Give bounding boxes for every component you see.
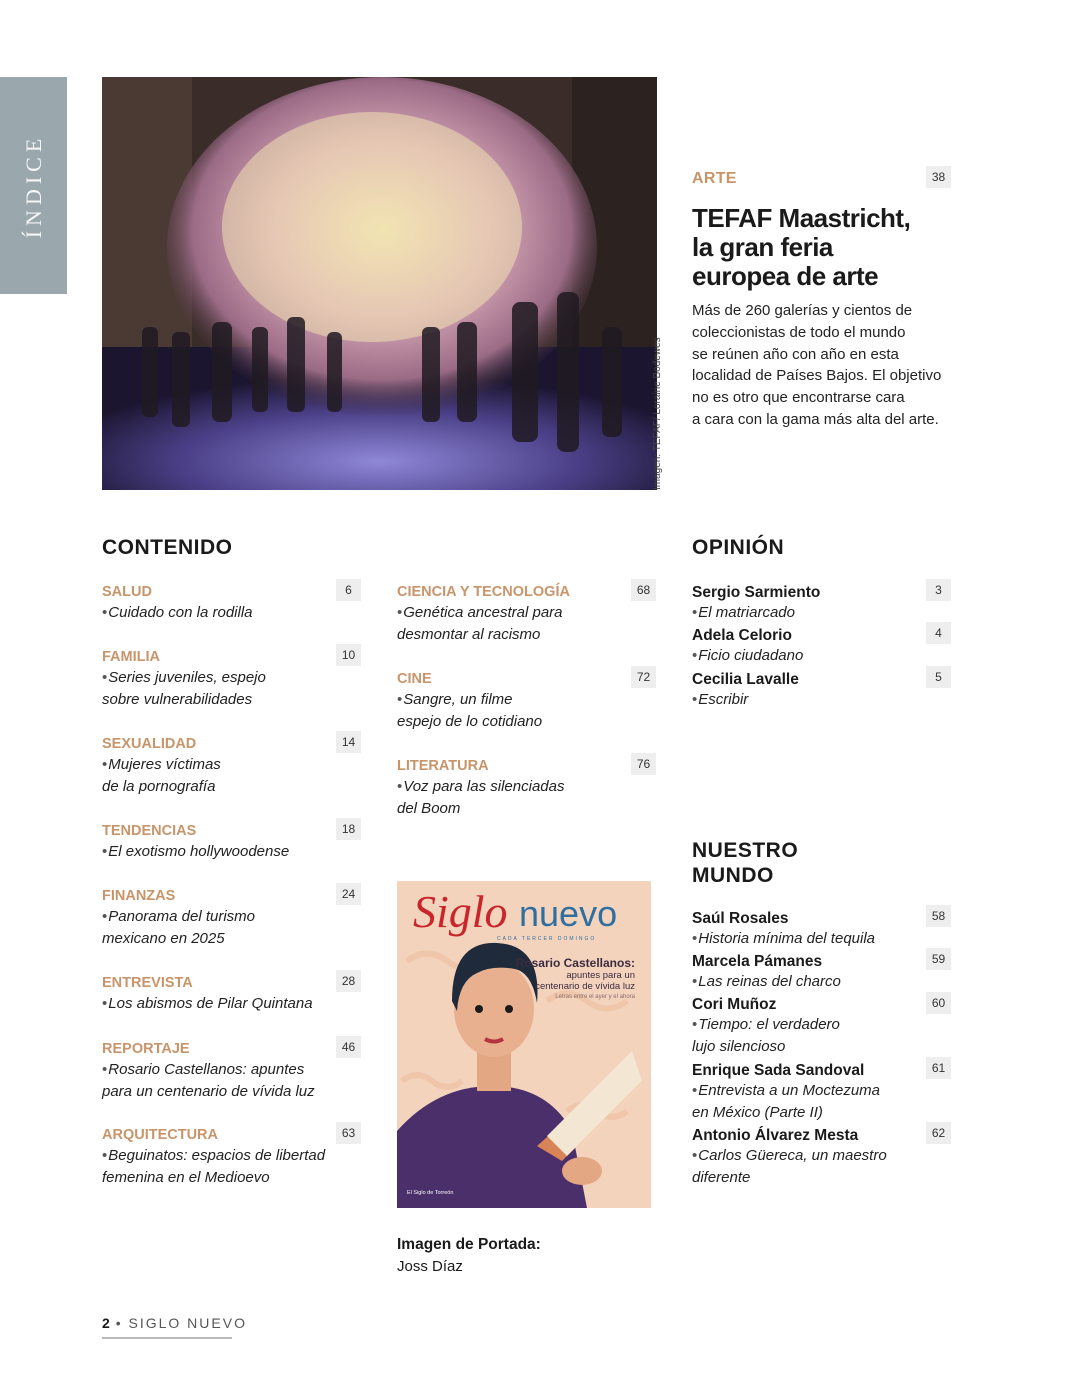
heading-line: MUNDO [692, 864, 774, 887]
column-title: lujo silencioso [692, 1038, 786, 1055]
toc-description: de la pornografía [102, 778, 216, 795]
toc-page-number: 10 [336, 644, 361, 666]
cover-logo-script: Siglo [413, 886, 508, 937]
toc-category: SALUD [102, 584, 152, 600]
toc-entry-tendencias[interactable]: TENDENCIAS •El exotismo hollywoodense [102, 823, 290, 860]
cover-credit-name: Joss Díaz [397, 1258, 463, 1275]
toc-entry-arquitectura[interactable]: ARQUITECTURA •Beguinatos: espacios de libertad femenina en el Medioevo [102, 1127, 325, 1189]
toc-entry-literatura[interactable]: LITERATURA •Voz para las silenciadas del Boom [397, 758, 564, 820]
feature-summary-line: localidad de Países Bajos. El objetivo [692, 367, 942, 385]
toc-description: para un centenario de vívida luz [102, 1083, 315, 1100]
flower-installation-illustration [102, 77, 657, 490]
feature-title[interactable] [692, 204, 952, 291]
column-title: en México (Parte II) [692, 1104, 823, 1121]
author-name: Saúl Rosales [692, 910, 789, 927]
magazine-cover[interactable] [397, 881, 651, 1208]
toc-page-number: 76 [631, 753, 656, 775]
page-footer [102, 1315, 247, 1331]
author-name: Sergio Sarmiento [692, 584, 821, 601]
cover-tagline: CADA TERCER DOMINGO [497, 936, 597, 942]
toc-description: Rosario Castellanos: apuntes [108, 1061, 305, 1078]
toc-category: FAMILIA [102, 649, 160, 665]
footer-rule [102, 1337, 232, 1339]
opinion-heading: OPINIÓN [692, 536, 785, 559]
toc-page-number: 14 [336, 731, 361, 753]
toc-description: Sangre, un filme [403, 691, 513, 708]
toc-page-number: 46 [336, 1036, 361, 1058]
toc-description: femenina en el Medioevo [102, 1169, 270, 1186]
opinion-entry[interactable]: Sergio Sarmiento •El matriarcado [692, 584, 821, 621]
toc-description: Cuidado con la rodilla [108, 604, 253, 621]
cover-subhead [509, 970, 635, 992]
toc-description: mexicano en 2025 [102, 930, 225, 947]
mundo-entry[interactable]: Enrique Sada Sandoval •Entrevista a un Moctezuma en México (Parte II) [692, 1062, 880, 1124]
toc-page-number: 4 [926, 622, 951, 644]
feature-summary-line: se reúnen año con año en esta [692, 345, 899, 363]
feature-title-line: europea de arte [692, 261, 879, 291]
toc-description: El exotismo hollywoodense [108, 843, 290, 860]
toc-description: del Boom [397, 800, 461, 817]
column-title: diferente [692, 1169, 751, 1186]
author-name: Marcela Pámanes [692, 953, 823, 970]
cover-subhead-line: apuntes para un [566, 970, 635, 981]
toc-page-number: 61 [926, 1057, 951, 1079]
heading-line: NUESTRO [692, 839, 799, 862]
toc-entry-sexualidad[interactable]: SEXUALIDAD •Mujeres víctimas de la pornografía [102, 736, 221, 798]
toc-category: TENDENCIAS [102, 823, 197, 839]
toc-entry-entrevista[interactable]: ENTREVISTA •Los abismos de Pilar Quintana [102, 975, 313, 1012]
column-title: El matriarcado [698, 604, 795, 621]
toc-entry-ciencia[interactable]: CIENCIA Y TECNOLOGÍA •Genética ancestral para desmontar al racismo [397, 584, 570, 646]
mundo-entry[interactable]: Cori Muñoz •Tiempo: el verdadero lujo silencioso [692, 996, 840, 1058]
feature-page-number: 38 [926, 166, 951, 188]
cover-logo-sans: nuevo [519, 893, 618, 934]
feature-summary-line: coleccionistas de todo el mundo [692, 323, 906, 341]
toc-page-number: 59 [926, 948, 951, 970]
toc-description: Genética ancestral para [403, 604, 563, 621]
feature-summary [692, 300, 952, 431]
feature-summary-line: no es otro que encontrarse cara [692, 389, 905, 407]
toc-category: LITERATURA [397, 758, 489, 774]
toc-description: espejo de lo cotidiano [397, 713, 543, 730]
cover-credit-label: Imagen de Portada: [397, 1236, 541, 1253]
contenido-heading: CONTENIDO [102, 536, 233, 559]
publication-name: SIGLO NUEVO [128, 1315, 247, 1331]
feature-summary-line: Más de 260 galerías y cientos de [692, 302, 913, 319]
column-title: Carlos Güereca, un maestro [698, 1147, 887, 1164]
toc-page-number: 18 [336, 818, 361, 840]
toc-entry-salud[interactable]: SALUD •Cuidado con la rodilla [102, 584, 253, 621]
section-tab [0, 77, 67, 294]
author-name: Adela Celorio [692, 627, 792, 644]
author-name: Enrique Sada Sandoval [692, 1062, 865, 1079]
toc-page-number: 6 [336, 579, 361, 601]
section-tab-label: ÍNDICE [20, 133, 46, 238]
toc-entry-cine[interactable]: CINE •Sangre, un filme espejo de lo cotidiano [397, 671, 542, 733]
opinion-entry[interactable]: Adela Celorio •Ficio ciudadano [692, 627, 804, 664]
mundo-entry[interactable]: Antonio Álvarez Mesta •Carlos Güereca, un maestro diferente [692, 1127, 887, 1189]
nuestro-mundo-heading [692, 838, 798, 888]
toc-page-number: 24 [336, 883, 361, 905]
feature-summary-line: a cara con la gama más alta del arte. [692, 410, 939, 428]
toc-category: SEXUALIDAD [102, 736, 197, 752]
toc-page-number: 72 [631, 666, 656, 688]
toc-description: Panorama del turismo [108, 908, 255, 925]
mundo-entry[interactable]: Marcela Pámanes •Las reinas del charco [692, 953, 841, 990]
author-name: Cori Muñoz [692, 996, 777, 1013]
feature-title-line: la gran feria [692, 232, 833, 262]
toc-entry-finanzas[interactable]: FINANZAS •Panorama del turismo mexicano en 2025 [102, 888, 255, 950]
mundo-entry[interactable]: Saúl Rosales •Historia mínima del tequila [692, 910, 876, 947]
author-name: Antonio Álvarez Mesta [692, 1127, 859, 1144]
toc-description: Beguinatos: espacios de libertad [108, 1147, 326, 1164]
toc-description: Voz para las silenciadas [403, 778, 565, 795]
column-title: Las reinas del charco [698, 973, 841, 990]
toc-description: Series juveniles, espejo [108, 669, 266, 686]
toc-page-number: 60 [926, 992, 951, 1014]
column-title: Tiempo: el verdadero [698, 1016, 840, 1033]
toc-entry-familia[interactable]: FAMILIA •Series juveniles, espejo sobre vulnerabilidades [102, 649, 266, 711]
toc-page-number: 28 [336, 970, 361, 992]
column-title: Ficio ciudadano [698, 647, 804, 664]
toc-description: desmontar al racismo [397, 626, 541, 643]
toc-category: ARQUITECTURA [102, 1127, 218, 1143]
toc-category: REPORTAJE [102, 1041, 190, 1057]
column-title: Entrevista a un Moctezuma [698, 1082, 881, 1099]
toc-entry-reportaje[interactable]: REPORTAJE •Rosario Castellanos: apuntes para un centenario de vívida luz [102, 1041, 315, 1103]
cover-small-line: Letras entre el ayer y el ahora [555, 994, 635, 1000]
feature-title-line: TEFAF Maastricht, [692, 203, 911, 233]
toc-description: Los abismos de Pilar Quintana [108, 995, 313, 1012]
toc-page-number: 3 [926, 579, 951, 601]
toc-category: FINANZAS [102, 888, 176, 904]
toc-page-number: 62 [926, 1122, 951, 1144]
page-number: 2 [102, 1315, 110, 1331]
toc-page-number: 5 [926, 666, 951, 688]
opinion-entry[interactable]: Cecilia Lavalle •Escribir [692, 671, 799, 708]
toc-category: ENTREVISTA [102, 975, 193, 991]
column-title: Historia mínima del tequila [698, 930, 876, 947]
cover-subhead-line: centenario de vívida luz [535, 981, 635, 992]
toc-page-number: 63 [336, 1122, 361, 1144]
toc-category: CIENCIA Y TECNOLOGÍA [397, 584, 570, 600]
column-title: Escribir [698, 691, 749, 708]
toc-page-number: 58 [926, 905, 951, 927]
cover-footer: El Siglo de Torreón [407, 1190, 454, 1196]
photo-credit: Imagen: TEFAF/ Loraine Bodewes [652, 337, 663, 490]
feature-category: ARTE [692, 170, 737, 187]
toc-description: sobre vulnerabilidades [102, 691, 253, 708]
cover-headline: Rosario Castellanos: [515, 956, 635, 970]
toc-description: Mujeres víctimas [108, 756, 221, 773]
footer-separator: • [115, 1315, 123, 1331]
author-name: Cecilia Lavalle [692, 671, 799, 688]
toc-page-number: 68 [631, 579, 656, 601]
toc-category: CINE [397, 671, 432, 687]
hero-photo [102, 77, 657, 490]
